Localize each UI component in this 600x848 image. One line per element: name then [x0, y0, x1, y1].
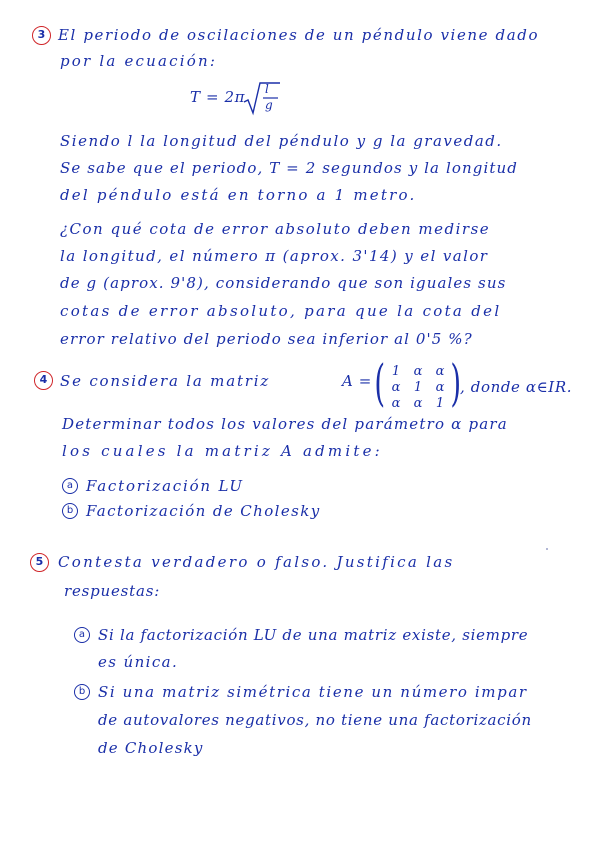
problem-5-item-a-line-2: es única.: [98, 653, 179, 671]
matrix-cell: α: [391, 396, 401, 411]
problem-3-line-4: Se sabe que el periodo, T = 2 segundos y la longitud: [60, 159, 518, 177]
pendulum-formula: [190, 80, 310, 120]
matrix-cell: 1: [391, 364, 401, 379]
problem-5-item-b-line-1: Si una matriz simétrica tiene un número impar: [98, 683, 528, 701]
problem-5-line-2: respuestas:: [64, 582, 161, 600]
problem-3-number: 3: [32, 26, 51, 45]
problem-5-item-a-line-1: Si la factorización LU de una matriz existe, siempre: [98, 626, 529, 644]
problem-4-item-b-text: Factorización de Cholesky: [86, 502, 321, 520]
formula-denominator: g: [265, 98, 274, 112]
problem-5-item-a-label: a: [74, 627, 90, 643]
problem-5-item-b-line-3: de Cholesky: [98, 739, 204, 757]
problem-4-line-3: los cuales la matriz A admite:: [62, 442, 383, 460]
left-paren: (: [374, 354, 386, 412]
matrix-label: A =: [342, 372, 372, 390]
problem-5-line-1: Contesta verdadero o falso. Justifica las: [58, 553, 455, 571]
problem-3-line-10: error relativo del periodo sea inferior al 0'5 %?: [60, 330, 473, 348]
problem-4-line-2: Determinar todos los valores del parámetro α para: [62, 415, 508, 433]
problem-3-line-1: El periodo de oscilaciones de un péndulo viene dado: [58, 26, 540, 44]
matrix-A: [374, 354, 464, 412]
formula-numerator: l: [265, 82, 270, 96]
problem-4-item-b-label: b: [62, 503, 78, 519]
problem-3-line-2: por la ecuación:: [60, 52, 218, 70]
problem-4-item-a-label: a: [62, 478, 78, 494]
ink-speck: [546, 548, 548, 550]
matrix-cell: 1: [435, 396, 445, 411]
problem-3-line-9: cotas de error absoluto, para que la cota del: [60, 302, 502, 320]
problem-4-line-1-post: , donde α∈IR.: [460, 378, 573, 396]
problem-4-number: 4: [34, 371, 53, 390]
problem-3-line-7: la longitud, el número π (aprox. 3'14) y el valor: [60, 247, 489, 265]
problem-4-line-1-pre: Se considera la matriz: [60, 372, 271, 390]
formula-left: T = 2π: [190, 88, 246, 106]
matrix-cell: 1: [413, 380, 423, 395]
matrix-cell: α: [435, 364, 445, 379]
problem-3-line-3: Siendo l la longitud del péndulo y g la gravedad.: [60, 132, 503, 150]
sqrt-sign: [242, 80, 282, 118]
matrix-cell: α: [435, 380, 445, 395]
matrix-cell: α: [413, 364, 423, 379]
problem-3-line-8: de g (aprox. 9'8), considerando que son iguales sus: [60, 274, 507, 292]
problem-3-line-6: ¿Con qué cota de error absoluto deben medirse: [60, 220, 491, 238]
problem-5-item-b-label: b: [74, 684, 90, 700]
problem-5-item-b-line-2: de autovalores negativos, no tiene una factorización: [98, 711, 532, 729]
right-paren: ): [450, 354, 462, 412]
problem-4-item-a-text: Factorización LU: [86, 477, 244, 495]
matrix-cell: α: [391, 380, 401, 395]
problem-3-line-5: del péndulo está en torno a 1 metro.: [60, 186, 417, 204]
problem-5-number: 5: [30, 553, 49, 572]
matrix-cell: α: [413, 396, 423, 411]
